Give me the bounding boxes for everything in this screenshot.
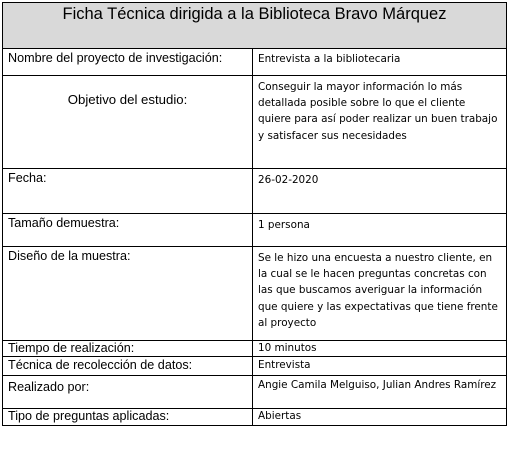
table-row (3, 409, 507, 426)
study-objective-label: Objetivo del estudio: (67, 92, 188, 107)
row-label-cell (3, 357, 253, 376)
data-collection-technique-value: Entrevista (258, 359, 311, 371)
sheet-title: Ficha Técnica dirigida a la Biblioteca Bravo Márquez (62, 5, 447, 23)
project-name-value: Entrevista a la bibliotecaria (258, 53, 401, 65)
duration-label: Tiempo de realización: (8, 341, 135, 355)
row-value-cell (253, 376, 507, 409)
row-label-cell (3, 409, 253, 426)
row-value-cell (253, 247, 507, 341)
row-label-cell (3, 341, 253, 357)
row-value-cell (253, 409, 507, 426)
technical-sheet-table (2, 2, 507, 426)
question-type-value: Abiertas (258, 410, 302, 422)
row-value-cell (253, 214, 507, 247)
table-row (3, 49, 507, 76)
row-label-cell (3, 376, 253, 409)
sample-design-label: Diseño de la muestra: (8, 249, 131, 263)
sample-size-label: Tamaño demuestra: (8, 216, 120, 230)
date-value: 26-02-2020 (258, 174, 319, 186)
row-value-cell (253, 357, 507, 376)
row-label-cell (3, 247, 253, 341)
table-row (3, 376, 507, 409)
study-objective-value: Conseguir la mayor información lo más detallada posible sobre lo que el cliente quiere para así poder realizar un buen trabajo y satisfacer sus necesidades (258, 81, 498, 142)
table-row (3, 341, 507, 357)
table-row (3, 169, 507, 214)
data-collection-technique-label: Técnica de recolección de datos: (8, 358, 193, 372)
question-type-label: Tipo de preguntas aplicadas: (8, 409, 170, 423)
duration-value: 10 minutos (258, 342, 317, 354)
technical-sheet (2, 2, 506, 449)
table-row (3, 247, 507, 341)
sample-size-value: 1 persona (258, 219, 310, 231)
row-value-cell (253, 341, 507, 357)
title-row (3, 3, 507, 49)
row-value-cell (253, 76, 507, 169)
table-row (3, 357, 507, 376)
table-row (3, 214, 507, 247)
date-label: Fecha: (8, 171, 47, 185)
authors-label: Realizado por: (8, 380, 90, 394)
row-label-cell (3, 169, 253, 214)
sample-design-value: Se le hizo una encuesta a nuestro cliente, en la cual se le hacen preguntas concretas con las que buscamos averiguar la información que quiere y las expectativas que tiene frente al proyecto (258, 252, 498, 329)
row-label-cell (3, 76, 253, 169)
title-cell (3, 3, 507, 49)
authors-value: Angie Camila Melguiso, Julian Andres Ramírez (258, 379, 497, 391)
row-label-cell (3, 49, 253, 76)
table-row (3, 76, 507, 169)
row-label-cell (3, 214, 253, 247)
row-value-cell (253, 49, 507, 76)
row-value-cell (253, 169, 507, 214)
project-name-label: Nombre del proyecto de investigación: (8, 51, 223, 65)
